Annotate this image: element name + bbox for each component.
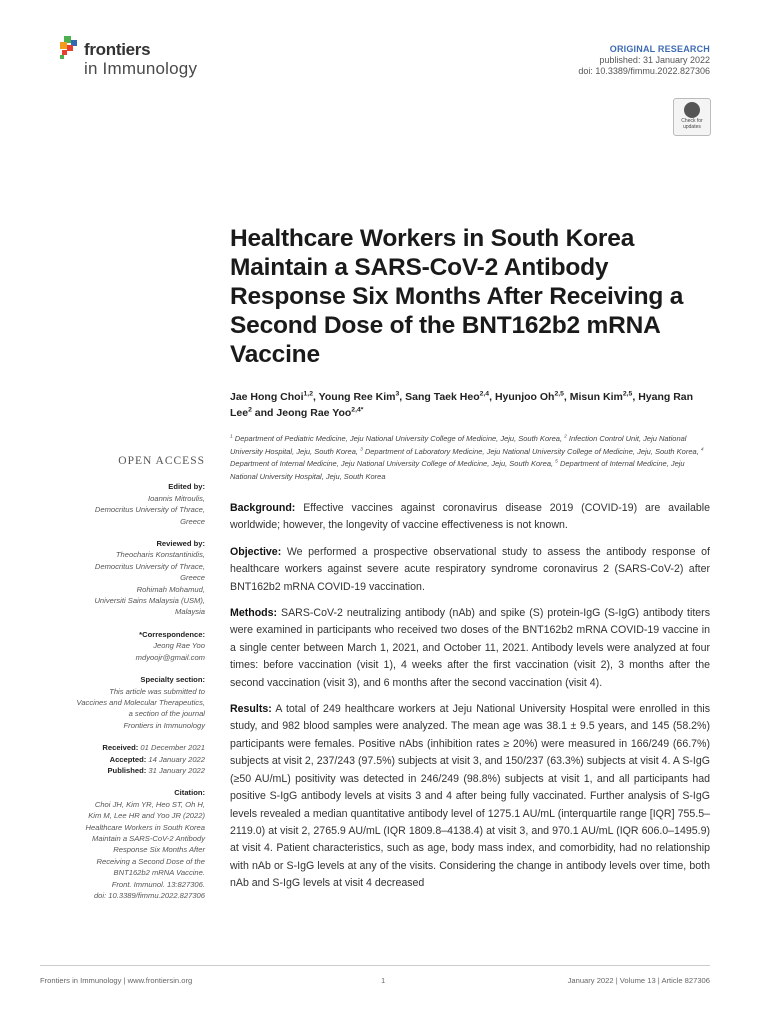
open-access-label: OPEN ACCESS xyxy=(118,455,205,467)
date-label: Received: xyxy=(102,743,141,753)
citation-text xyxy=(40,799,205,902)
footer-journal[interactable]: Frontiers in Immunology | www.frontiersin.org xyxy=(40,976,193,985)
abstract-section-text: Effective vaccines against coronavirus disease 2019 (COVID-19) are available worldwide; however, the longevity of vaccine effectiveness is not known. xyxy=(230,502,710,532)
author-separator: , xyxy=(399,391,406,403)
sidebar-line: Maintain a SARS-CoV-2 Antibody xyxy=(92,833,205,843)
sidebar-line: Jeong Rae Yoo xyxy=(153,641,205,651)
abstract-section xyxy=(230,544,710,596)
sidebar-line: a section of the journal xyxy=(128,709,205,719)
abstract-section-text: A total of 249 healthcare workers at Jeju National University Hospital were enrolled in this study, and 982 blood samples were analyzed. The mean age was 38.1 ± 9.5 years, and 145 (58.2%) participants were females. Positive nAbs (inhibition rates ≥ 20%) were measured in 166/249 (66.7%) subjects at visit 2, 237/243 (97.5%) subjects at visit 3, and 150/237 (63.3%) subjects at visit 4. A S-IgG (≥50 AU/mL) positivity was detected in 246/249 (98.8%) subjects at visit 1, and all participants had positive S-IgG antibody levels at visits 3 and 4 after being fully vaccinated. Further analysis of S-IgG levels revealed a median quantitative antibody level of 1275.1 AU/mL (interquartile range [IQR] 755.5–2119.0) at visit 2, 2765.9 AU/mL (IQR 1809.8–4138.4) at visit 3, and 970.1 AU/mL (IQR 606.0–1495.9) at visit 4. Patient characteristics, such as age, body mass index, and comorbidity, had no relationship with nAb or S-IgG levels at any of the visits. Considering the change in antibody levels over time, both nAb and S-IgG levels at visit 4 decreased xyxy=(230,703,710,890)
abstract-section-text: We performed a prospective observational study to assess the antibody response of healthcare workers against severe acute respiratory syndrome coronavirus 2 (SARS-CoV-2) after BNT162b2 mRNA COVID-19 vaccination. xyxy=(230,545,710,593)
author-separator: and xyxy=(251,406,277,419)
sidebar-line: Ioannis Mitroulis, xyxy=(148,493,205,503)
affiliation-text: Department of Laboratory Medicine, Jeju National University College of Medicine, Jeju, South Korea, xyxy=(362,446,701,456)
article-doi[interactable]: doi: 10.3389/fimmu.2022.827306 xyxy=(578,66,710,76)
author-name[interactable]: Sang Taek Heo xyxy=(405,391,480,403)
author-name[interactable]: Jae Hong Choi xyxy=(230,391,304,403)
author-list xyxy=(230,390,710,421)
journal-name: frontiers xyxy=(84,40,151,59)
frontiers-logo-icon xyxy=(58,36,80,62)
abstract-section xyxy=(230,605,710,692)
check-updates-label: Check for updates xyxy=(681,118,703,130)
sidebar-line: BNT162b2 mRNA Vaccine. xyxy=(113,868,205,878)
date-value: 31 January 2022 xyxy=(148,765,205,775)
sidebar-line: Choi JH, Kim YR, Heo ST, Oh H, xyxy=(94,799,205,809)
date-row xyxy=(40,754,205,765)
affiliation-text: Department of Pediatric Medicine, Jeju National University College of Medicine, Jeju, South Korea, xyxy=(232,434,565,443)
abstract-section xyxy=(230,701,710,892)
date-label: Accepted: xyxy=(109,754,149,764)
citation-heading: Citation: xyxy=(174,788,205,798)
affiliation-number: 2 xyxy=(564,434,567,440)
article-title: Healthcare Workers in South Korea Maintain a SARS-CoV-2 Antibody Response Six Months After Receiving a Second Dose of the BNT162b2 mRNA Vaccine xyxy=(230,225,684,368)
journal-logo[interactable] xyxy=(58,36,218,80)
affiliation-text: Department of Internal Medicine, Jeju National University Hospital, Jeju, South Korea xyxy=(230,459,685,481)
published-date: published: 31 January 2022 xyxy=(599,55,710,65)
author-separator: , xyxy=(632,391,639,403)
author-name[interactable]: Misun Kim xyxy=(569,391,623,403)
abstract-section-label: Objective: xyxy=(230,545,282,558)
affiliation-text: Department of Internal Medicine, Jeju National University College of Medicine, Jeju, South Korea, xyxy=(230,459,556,468)
sidebar-line: Receiving a Second Dose of the xyxy=(96,856,205,866)
date-value: 01 December 2021 xyxy=(140,743,205,753)
check-for-updates-badge[interactable] xyxy=(673,98,711,136)
sidebar-line: Kim M, Lee HR and Yoo JR (2022) xyxy=(88,811,205,821)
date-row xyxy=(40,765,205,776)
affiliation-number: 5 xyxy=(555,459,558,465)
specialty-heading: Specialty section: xyxy=(140,675,205,685)
date-row xyxy=(40,742,205,753)
sidebar-line: Theocharis Konstantinidis, xyxy=(115,550,205,560)
sidebar-line: doi: 10.3389/fimmu.2022.827306 xyxy=(93,891,205,900)
sidebar-line: Vaccines and Molecular Therapeutics, xyxy=(76,697,205,707)
reviewer-list xyxy=(40,549,205,617)
author-separator: , xyxy=(313,391,319,403)
author-affiliation-marker: 2 xyxy=(248,406,252,413)
affiliation-text: Infection Control Unit, Jeju National University Hospital, Jeju, South Korea, xyxy=(230,434,687,456)
author-affiliation-marker: 3 xyxy=(395,390,400,398)
sidebar-line: mdyoojr@gmail.com xyxy=(135,652,205,662)
affiliation-number: 3 xyxy=(360,447,363,452)
journal-subtitle: in Immunology xyxy=(84,59,198,78)
sidebar-line: This article was submitted to xyxy=(109,686,205,696)
date-list xyxy=(40,742,205,776)
article-type: ORIGINAL RESEARCH xyxy=(609,44,710,54)
footer-divider xyxy=(40,965,710,966)
sidebar-line: Democritus University of Thrace, xyxy=(94,505,205,515)
author-name[interactable]: Hyunjoo Oh xyxy=(494,391,555,403)
editor-list xyxy=(40,493,205,527)
sidebar-line: Rohimah Mohamud, xyxy=(136,584,205,594)
author-affiliation-marker: 2,5 xyxy=(622,390,633,398)
author-separator: , xyxy=(563,391,570,403)
reviewed-by-heading: Reviewed by: xyxy=(156,539,205,549)
author-affiliation-marker: 2,5 xyxy=(554,390,564,398)
abstract xyxy=(230,500,710,902)
sidebar-line: Greece xyxy=(180,573,205,583)
edited-by-heading: Edited by: xyxy=(168,482,205,492)
correspondence-info[interactable] xyxy=(40,640,205,663)
author-name[interactable]: Hyang Ran Lee xyxy=(230,391,694,419)
author-affiliation-marker: 2,4 xyxy=(479,390,490,398)
page-number: 1 xyxy=(381,976,386,985)
bookmark-icon xyxy=(684,102,700,118)
abstract-section-label: Methods: xyxy=(230,607,278,620)
sidebar-line: Front. Immunol. 13:827306. xyxy=(111,879,205,889)
specialty-info xyxy=(40,686,205,732)
abstract-section-label: Background: xyxy=(230,502,296,514)
sidebar-line: Universiti Sains Malaysia (USM), xyxy=(94,596,205,606)
author-separator: , xyxy=(489,391,495,403)
abstract-section xyxy=(230,500,710,535)
affiliations xyxy=(230,433,710,483)
affiliation-number: 1 xyxy=(230,434,233,440)
date-value: 14 January 2022 xyxy=(148,754,205,764)
article-meta xyxy=(578,44,710,77)
sidebar-line: Frontiers in Immunology xyxy=(123,720,205,730)
sidebar-line: Healthcare Workers in South Korea xyxy=(85,822,205,832)
author-name[interactable]: Young Ree Kim xyxy=(318,391,396,403)
abstract-section-text: SARS-CoV-2 neutralizing antibody (nAb) and spike (S) protein-IgG (S-IgG) antibody titers were examined in participants who received two doses of the BNT162b2 mRNA COVID-19 vaccine in a single center between March 1, 2021, and October 11, 2021. Antibody levels were analyzed at four times: before vaccination (visit 1), 4 weeks after the first vaccination (visit 2), 3 months after the second vaccination (visit 3), and 6 months after the second vaccination (visit 4). xyxy=(230,607,710,689)
sidebar-line: Malaysia xyxy=(175,607,205,617)
sidebar-line: Response Six Months After xyxy=(113,845,205,855)
footer-issue: January 2022 | Volume 13 | Article 827306 xyxy=(567,976,710,985)
author-affiliation-marker: 2,4* xyxy=(351,406,364,413)
author-name[interactable]: Jeong Rae Yoo xyxy=(276,406,352,419)
author-affiliation-marker: 1,2 xyxy=(303,390,313,398)
article-sidebar xyxy=(40,456,205,901)
abstract-section-label: Results: xyxy=(230,703,272,716)
date-label: Published: xyxy=(107,765,149,775)
sidebar-line: Democritus University of Thrace, xyxy=(94,561,205,571)
sidebar-line: Greece xyxy=(180,516,205,526)
affiliation-number: 4 xyxy=(700,447,704,452)
correspondence-heading: *Correspondence: xyxy=(139,629,205,639)
